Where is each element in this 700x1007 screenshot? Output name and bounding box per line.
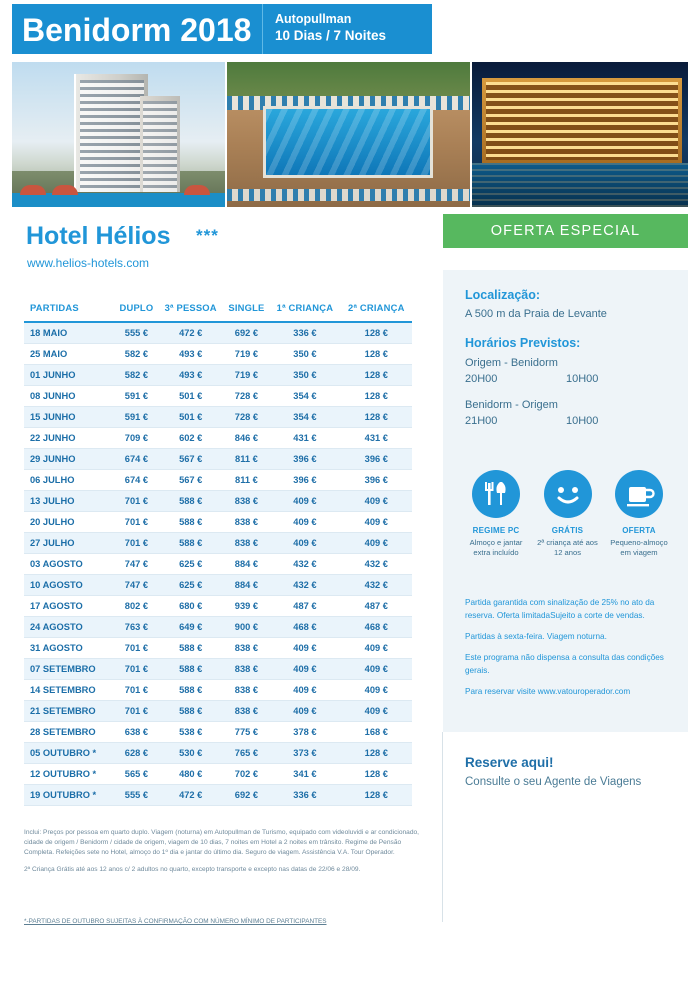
location-title: Localização: (465, 288, 541, 302)
cell-price: 838 € (224, 659, 270, 680)
cell-price: 701 € (115, 680, 158, 701)
cell-price: 567 € (158, 449, 224, 470)
photo-hotel-exterior-day (12, 62, 225, 207)
table-row (24, 365, 412, 386)
schedule-row-return (465, 397, 668, 413)
cell-price: 409 € (269, 638, 340, 659)
hotel-name: Hotel Hélios (26, 222, 171, 250)
cell-departure: 07 SETEMBRO (24, 659, 115, 680)
cell-departure: 21 SETEMBRO (24, 701, 115, 722)
feature-regime-pc-sub: Almoço e jantar extra incluído (469, 538, 523, 557)
cell-price: 602 € (158, 428, 224, 449)
cutlery-icon (472, 470, 520, 518)
cell-price: 692 € (224, 785, 270, 806)
cell-price: 128 € (341, 386, 412, 407)
cell-price: 701 € (115, 659, 158, 680)
cell-price: 354 € (269, 386, 340, 407)
table-row (24, 449, 412, 470)
cell-price: 555 € (115, 322, 158, 344)
cell-price: 802 € (115, 596, 158, 617)
table-row (24, 322, 412, 344)
cell-price: 709 € (115, 428, 158, 449)
cell-price: 628 € (115, 743, 158, 764)
table-row (24, 470, 412, 491)
cell-price: 846 € (224, 428, 270, 449)
cell-departure: 27 JULHO (24, 533, 115, 554)
cell-price: 701 € (115, 638, 158, 659)
table-row (24, 575, 412, 596)
cell-price: 565 € (115, 764, 158, 785)
table-row (24, 428, 412, 449)
note-2: Partidas à sexta-feira. Viagem noturna. (465, 632, 607, 641)
cell-departure: 05 OUTUBRO * (24, 743, 115, 764)
cell-price: 409 € (269, 701, 340, 722)
photo-hotel-exterior-night (472, 62, 688, 207)
cell-price: 900 € (224, 617, 270, 638)
schedule-time-outbound-2: 10H00 (566, 373, 599, 385)
cell-price: 530 € (158, 743, 224, 764)
cell-price: 884 € (224, 575, 270, 596)
cell-price: 336 € (269, 322, 340, 344)
cell-price: 588 € (158, 533, 224, 554)
cell-departure: 19 OUTUBRO * (24, 785, 115, 806)
cell-price: 591 € (115, 407, 158, 428)
cell-price: 409 € (341, 701, 412, 722)
cell-departure: 13 JULHO (24, 491, 115, 512)
cell-departure: 17 AGOSTO (24, 596, 115, 617)
cell-price: 409 € (341, 680, 412, 701)
cell-price: 409 € (269, 491, 340, 512)
cell-price: 838 € (224, 680, 270, 701)
col-duplo: DUPLO (115, 296, 158, 322)
schedule-route-outbound: Origem - Benidorm (465, 357, 558, 369)
cell-price: 350 € (269, 344, 340, 365)
cell-price: 625 € (158, 554, 224, 575)
location-text: A 500 m da Praia de Levante (465, 308, 607, 320)
cell-price: 373 € (269, 743, 340, 764)
note-4[interactable]: Para reservar visite www.vatouroperador.com (465, 687, 631, 696)
cell-price: 354 € (269, 407, 340, 428)
cell-price: 501 € (158, 407, 224, 428)
cell-price: 128 € (341, 365, 412, 386)
table-row (24, 533, 412, 554)
cell-price: 432 € (341, 575, 412, 596)
cell-price: 168 € (341, 722, 412, 743)
cell-price: 838 € (224, 701, 270, 722)
cell-price: 728 € (224, 407, 270, 428)
feature-icons (465, 470, 670, 558)
cell-price: 341 € (269, 764, 340, 785)
cell-price: 409 € (341, 533, 412, 554)
table-row (24, 386, 412, 407)
cell-price: 747 € (115, 575, 158, 596)
footer-includes: Inclui: Preços por pessoa em quarto duplo. Viagem (noturna) em Autopullman de Turismo, equipado com videoluvidi e ar condicionado, cidade de origem / Benidorm / cidade de origem, viagem de 10 dias, 7 noites em Hotel a 2 noites em trânsito. Regime de Pensão Completa. Refeições sete no Hotel, almoço do 1º dia e jantar do último dia. Seguro de viagem. Assistência V.A. Tour Operador. (24, 829, 419, 856)
cell-price: 588 € (158, 680, 224, 701)
table-row (24, 764, 412, 785)
cell-price: 538 € (158, 722, 224, 743)
table-row (24, 596, 412, 617)
cell-price: 701 € (115, 491, 158, 512)
duration-label: 10 Dias / 7 Noites (275, 28, 387, 43)
schedule-times-outbound (465, 371, 668, 387)
cell-price: 409 € (269, 533, 340, 554)
cell-price: 128 € (341, 743, 412, 764)
col-1crianca: 1ª CRIANÇA (269, 296, 340, 322)
cell-departure: 25 MAIO (24, 344, 115, 365)
table-row (24, 617, 412, 638)
special-offer-banner: OFERTA ESPECIAL (443, 214, 688, 248)
cell-price: 763 € (115, 617, 158, 638)
cell-price: 468 € (269, 617, 340, 638)
footer-october-note: *-PARTIDAS DE OUTUBRO SUJEITAS À CONFIRMAÇÃO COM NÚMERO MÍNIMO DE PARTICIPANTES (24, 918, 327, 925)
feature-regime-pc-title: REGIME PC (472, 526, 520, 535)
cell-price: 487 € (269, 596, 340, 617)
cell-price: 432 € (269, 554, 340, 575)
conditions-notes (465, 596, 665, 706)
cell-price: 431 € (341, 428, 412, 449)
footer-child-free: 2ª Criança Grátis até aos 12 anos c/ 2 adultos no quarto, excepto transporte e excepto nas datas de 22/06 e 28/09. (24, 866, 361, 873)
feature-regime-pc (465, 470, 527, 558)
cell-price: 128 € (341, 407, 412, 428)
table-row (24, 680, 412, 701)
price-table-body (24, 322, 412, 806)
transport-label: Autopullman (275, 12, 352, 26)
cell-departure: 10 AGOSTO (24, 575, 115, 596)
cell-price: 487 € (341, 596, 412, 617)
cell-price: 128 € (341, 322, 412, 344)
schedule-time-return-2: 10H00 (566, 415, 599, 427)
photo-hotel-pool (227, 62, 470, 207)
table-row (24, 701, 412, 722)
cell-price: 811 € (224, 470, 270, 491)
cell-price: 674 € (115, 470, 158, 491)
page-title: Benidorm 2018 (22, 12, 252, 48)
cell-price: 472 € (158, 785, 224, 806)
cell-price: 396 € (341, 449, 412, 470)
cell-price: 480 € (158, 764, 224, 785)
cell-departure: 24 AGOSTO (24, 617, 115, 638)
price-table (24, 296, 412, 806)
header-trip-info (262, 4, 432, 54)
cell-price: 501 € (158, 386, 224, 407)
cell-departure: 22 JUNHO (24, 428, 115, 449)
schedule-time-return-1: 21H00 (465, 415, 498, 427)
cell-departure: 29 JUNHO (24, 449, 115, 470)
cell-price: 350 € (269, 365, 340, 386)
cell-price: 555 € (115, 785, 158, 806)
cell-price: 701 € (115, 512, 158, 533)
cell-price: 396 € (341, 470, 412, 491)
cell-departure: 06 JULHO (24, 470, 115, 491)
cell-price: 674 € (115, 449, 158, 470)
cell-price: 409 € (341, 638, 412, 659)
cell-price: 567 € (158, 470, 224, 491)
table-row (24, 785, 412, 806)
cell-price: 409 € (341, 512, 412, 533)
coffee-cup-icon (615, 470, 663, 518)
cell-price: 702 € (224, 764, 270, 785)
page-header (0, 0, 700, 57)
cell-price: 701 € (115, 701, 158, 722)
cell-price: 719 € (224, 344, 270, 365)
reserve-text: Consulte o seu Agente de Viagens (465, 776, 642, 788)
reserve-box (443, 732, 688, 922)
cell-price: 588 € (158, 512, 224, 533)
feature-gratis-title: GRÁTIS (551, 526, 584, 535)
cell-price: 468 € (341, 617, 412, 638)
photo-strip (12, 62, 688, 207)
hotel-url-link[interactable]: www.helios-hotels.com (27, 256, 150, 270)
col-2crianca: 2ª CRIANÇA (341, 296, 412, 322)
cell-price: 838 € (224, 638, 270, 659)
cell-price: 747 € (115, 554, 158, 575)
schedule-time-outbound-1: 20H00 (465, 373, 498, 385)
feature-gratis-sub: 2ª criança até aos 12 anos (537, 538, 598, 557)
cell-price: 775 € (224, 722, 270, 743)
cell-price: 811 € (224, 449, 270, 470)
cell-price: 396 € (269, 449, 340, 470)
cell-departure: 20 JULHO (24, 512, 115, 533)
price-table-wrapper (24, 296, 412, 806)
hotel-stars: *** (196, 226, 219, 245)
table-row (24, 407, 412, 428)
note-3: Este programa não dispensa a consulta das condições gerais. (465, 653, 664, 675)
cell-price: 838 € (224, 512, 270, 533)
cell-departure: 01 JUNHO (24, 365, 115, 386)
cell-price: 128 € (341, 764, 412, 785)
table-row (24, 512, 412, 533)
cell-price: 588 € (158, 638, 224, 659)
cell-price: 588 € (158, 659, 224, 680)
cell-price: 582 € (115, 344, 158, 365)
feature-gratis (537, 470, 599, 558)
cell-price: 493 € (158, 344, 224, 365)
cell-departure: 14 SETEMBRO (24, 680, 115, 701)
cell-departure: 15 JUNHO (24, 407, 115, 428)
table-row (24, 491, 412, 512)
reserve-title: Reserve aqui! (465, 755, 554, 770)
col-single: SINGLE (224, 296, 270, 322)
cell-price: 588 € (158, 491, 224, 512)
cell-price: 588 € (158, 701, 224, 722)
cell-price: 409 € (269, 512, 340, 533)
table-row (24, 722, 412, 743)
cell-price: 128 € (341, 785, 412, 806)
cell-departure: 31 AGOSTO (24, 638, 115, 659)
cell-price: 431 € (269, 428, 340, 449)
cell-price: 939 € (224, 596, 270, 617)
cell-price: 396 € (269, 470, 340, 491)
cell-price: 838 € (224, 491, 270, 512)
cell-price: 701 € (115, 533, 158, 554)
col-3pessoa: 3ª PESSOA (158, 296, 224, 322)
feature-oferta-sub: Pequeno-almoço em viagem (610, 538, 668, 557)
cell-price: 409 € (341, 659, 412, 680)
schedule-row-outbound (465, 355, 668, 371)
cell-departure: 18 MAIO (24, 322, 115, 344)
note-1: Partida garantida com sinalização de 25% no ato da reserva. Oferta limitadaSujeito a corte de vendas. (465, 598, 655, 620)
cell-departure: 08 JUNHO (24, 386, 115, 407)
cell-price: 472 € (158, 322, 224, 344)
table-row (24, 638, 412, 659)
cell-price: 692 € (224, 322, 270, 344)
schedule-route-return: Benidorm - Origem (465, 399, 558, 411)
table-header-row (24, 296, 412, 322)
cell-price: 884 € (224, 554, 270, 575)
cell-price: 728 € (224, 386, 270, 407)
cell-departure: 28 SETEMBRO (24, 722, 115, 743)
table-row (24, 554, 412, 575)
child-face-icon (544, 470, 592, 518)
feature-oferta (608, 470, 670, 558)
table-row (24, 659, 412, 680)
cell-price: 719 € (224, 365, 270, 386)
cell-price: 432 € (341, 554, 412, 575)
cell-price: 409 € (269, 659, 340, 680)
cell-price: 765 € (224, 743, 270, 764)
feature-oferta-title: OFERTA (622, 526, 656, 535)
col-partidas: PARTIDAS (24, 296, 115, 322)
cell-price: 638 € (115, 722, 158, 743)
cell-price: 680 € (158, 596, 224, 617)
cell-price: 409 € (269, 680, 340, 701)
cell-price: 838 € (224, 533, 270, 554)
cell-price: 649 € (158, 617, 224, 638)
cell-price: 432 € (269, 575, 340, 596)
cell-price: 493 € (158, 365, 224, 386)
cell-price: 128 € (341, 344, 412, 365)
cell-price: 625 € (158, 575, 224, 596)
schedule-times-return (465, 413, 668, 429)
bottom-band (0, 940, 700, 1007)
table-row (24, 344, 412, 365)
cell-price: 582 € (115, 365, 158, 386)
cell-departure: 03 AGOSTO (24, 554, 115, 575)
cell-price: 378 € (269, 722, 340, 743)
cell-price: 336 € (269, 785, 340, 806)
cell-price: 409 € (341, 491, 412, 512)
schedule-title: Horários Previstos: (465, 336, 581, 350)
table-row (24, 743, 412, 764)
cell-price: 591 € (115, 386, 158, 407)
footer-conditions (24, 828, 424, 882)
cell-departure: 12 OUTUBRO * (24, 764, 115, 785)
